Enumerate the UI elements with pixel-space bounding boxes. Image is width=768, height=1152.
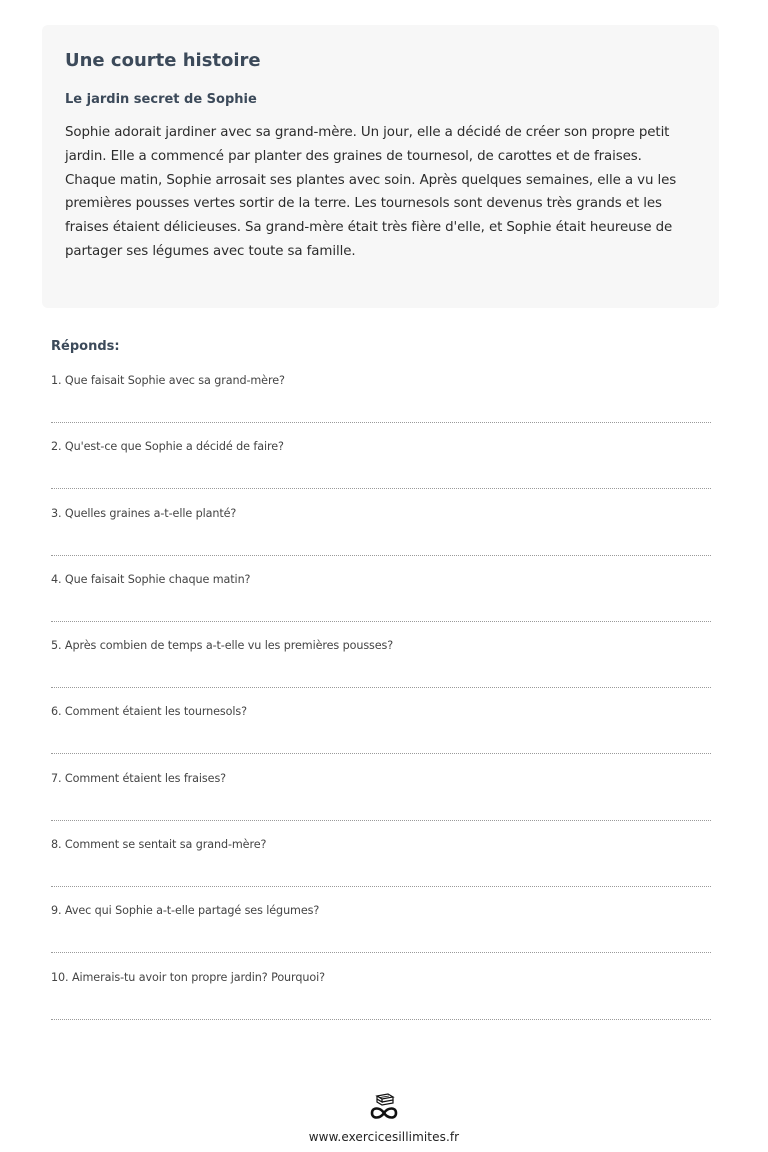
question-item xyxy=(51,970,711,1036)
story-text: Sophie adorait jardiner avec sa grand-mère. Un jour, elle a décidé de créer son propre petit jardin. Elle a commencé par planter des graines de tournesol, de carottes et de fraises. Chaque matin, Sophie arrosait ses plantes avec soin. Après quelques semaines, elle a vu les premières pousses vertes sortir de la terre. Les tournesols sont devenus très grands et les fraises étaient délicieuses. Sa grand-mère était très fière d'elle, et Sophie était heureuse de partager ses légumes avec toute sa famille. xyxy=(65,125,677,259)
question-item xyxy=(51,704,711,770)
question-item xyxy=(51,572,711,638)
question-item xyxy=(51,373,711,439)
question-text: 6. Comment étaient les tournesols? xyxy=(51,705,247,719)
question-text: 10. Aimerais-tu avoir ton propre jardin? Pourquoi? xyxy=(51,970,325,984)
questions-heading: Réponds: xyxy=(51,339,120,354)
question-item xyxy=(51,903,711,969)
question-item xyxy=(51,506,711,572)
question-list xyxy=(51,373,711,1036)
answer-line[interactable] xyxy=(51,952,711,953)
answer-line[interactable] xyxy=(51,1019,711,1020)
answer-line[interactable] xyxy=(51,488,711,489)
questions-section xyxy=(51,337,711,984)
question-text: 2. Qu'est-ce que Sophie a décidé de faire? xyxy=(51,440,284,454)
footer xyxy=(0,1092,768,1144)
question-text: 9. Avec qui Sophie a-t-elle partagé ses légumes? xyxy=(51,904,320,918)
story-box xyxy=(42,25,719,308)
question-text: 4. Que faisait Sophie chaque matin? xyxy=(51,572,251,586)
footer-url[interactable]: www.exercicesillimites.fr xyxy=(308,1130,460,1144)
answer-line[interactable] xyxy=(51,621,711,622)
question-item xyxy=(51,638,711,704)
answer-line[interactable] xyxy=(51,422,711,423)
answer-line[interactable] xyxy=(51,555,711,556)
question-text: 1. Que faisait Sophie avec sa grand-mère? xyxy=(51,374,285,387)
answer-line[interactable] xyxy=(51,820,711,821)
question-text: 5. Après combien de temps a-t-elle vu les premières pousses? xyxy=(51,639,394,653)
story-title: Une courte histoire xyxy=(65,50,261,71)
infinity-book-icon xyxy=(364,1092,404,1122)
answer-line[interactable] xyxy=(51,687,711,688)
question-item xyxy=(51,439,711,505)
question-text: 8. Comment se sentait sa grand-mère? xyxy=(51,838,267,852)
question-item xyxy=(51,771,711,837)
question-item xyxy=(51,837,711,903)
answer-line[interactable] xyxy=(51,886,711,887)
question-text: 3. Quelles graines a-t-elle planté? xyxy=(51,506,237,520)
answer-line[interactable] xyxy=(51,753,711,754)
question-text: 7. Comment étaient les fraises? xyxy=(51,771,227,785)
story-subtitle: Le jardin secret de Sophie xyxy=(65,92,257,107)
